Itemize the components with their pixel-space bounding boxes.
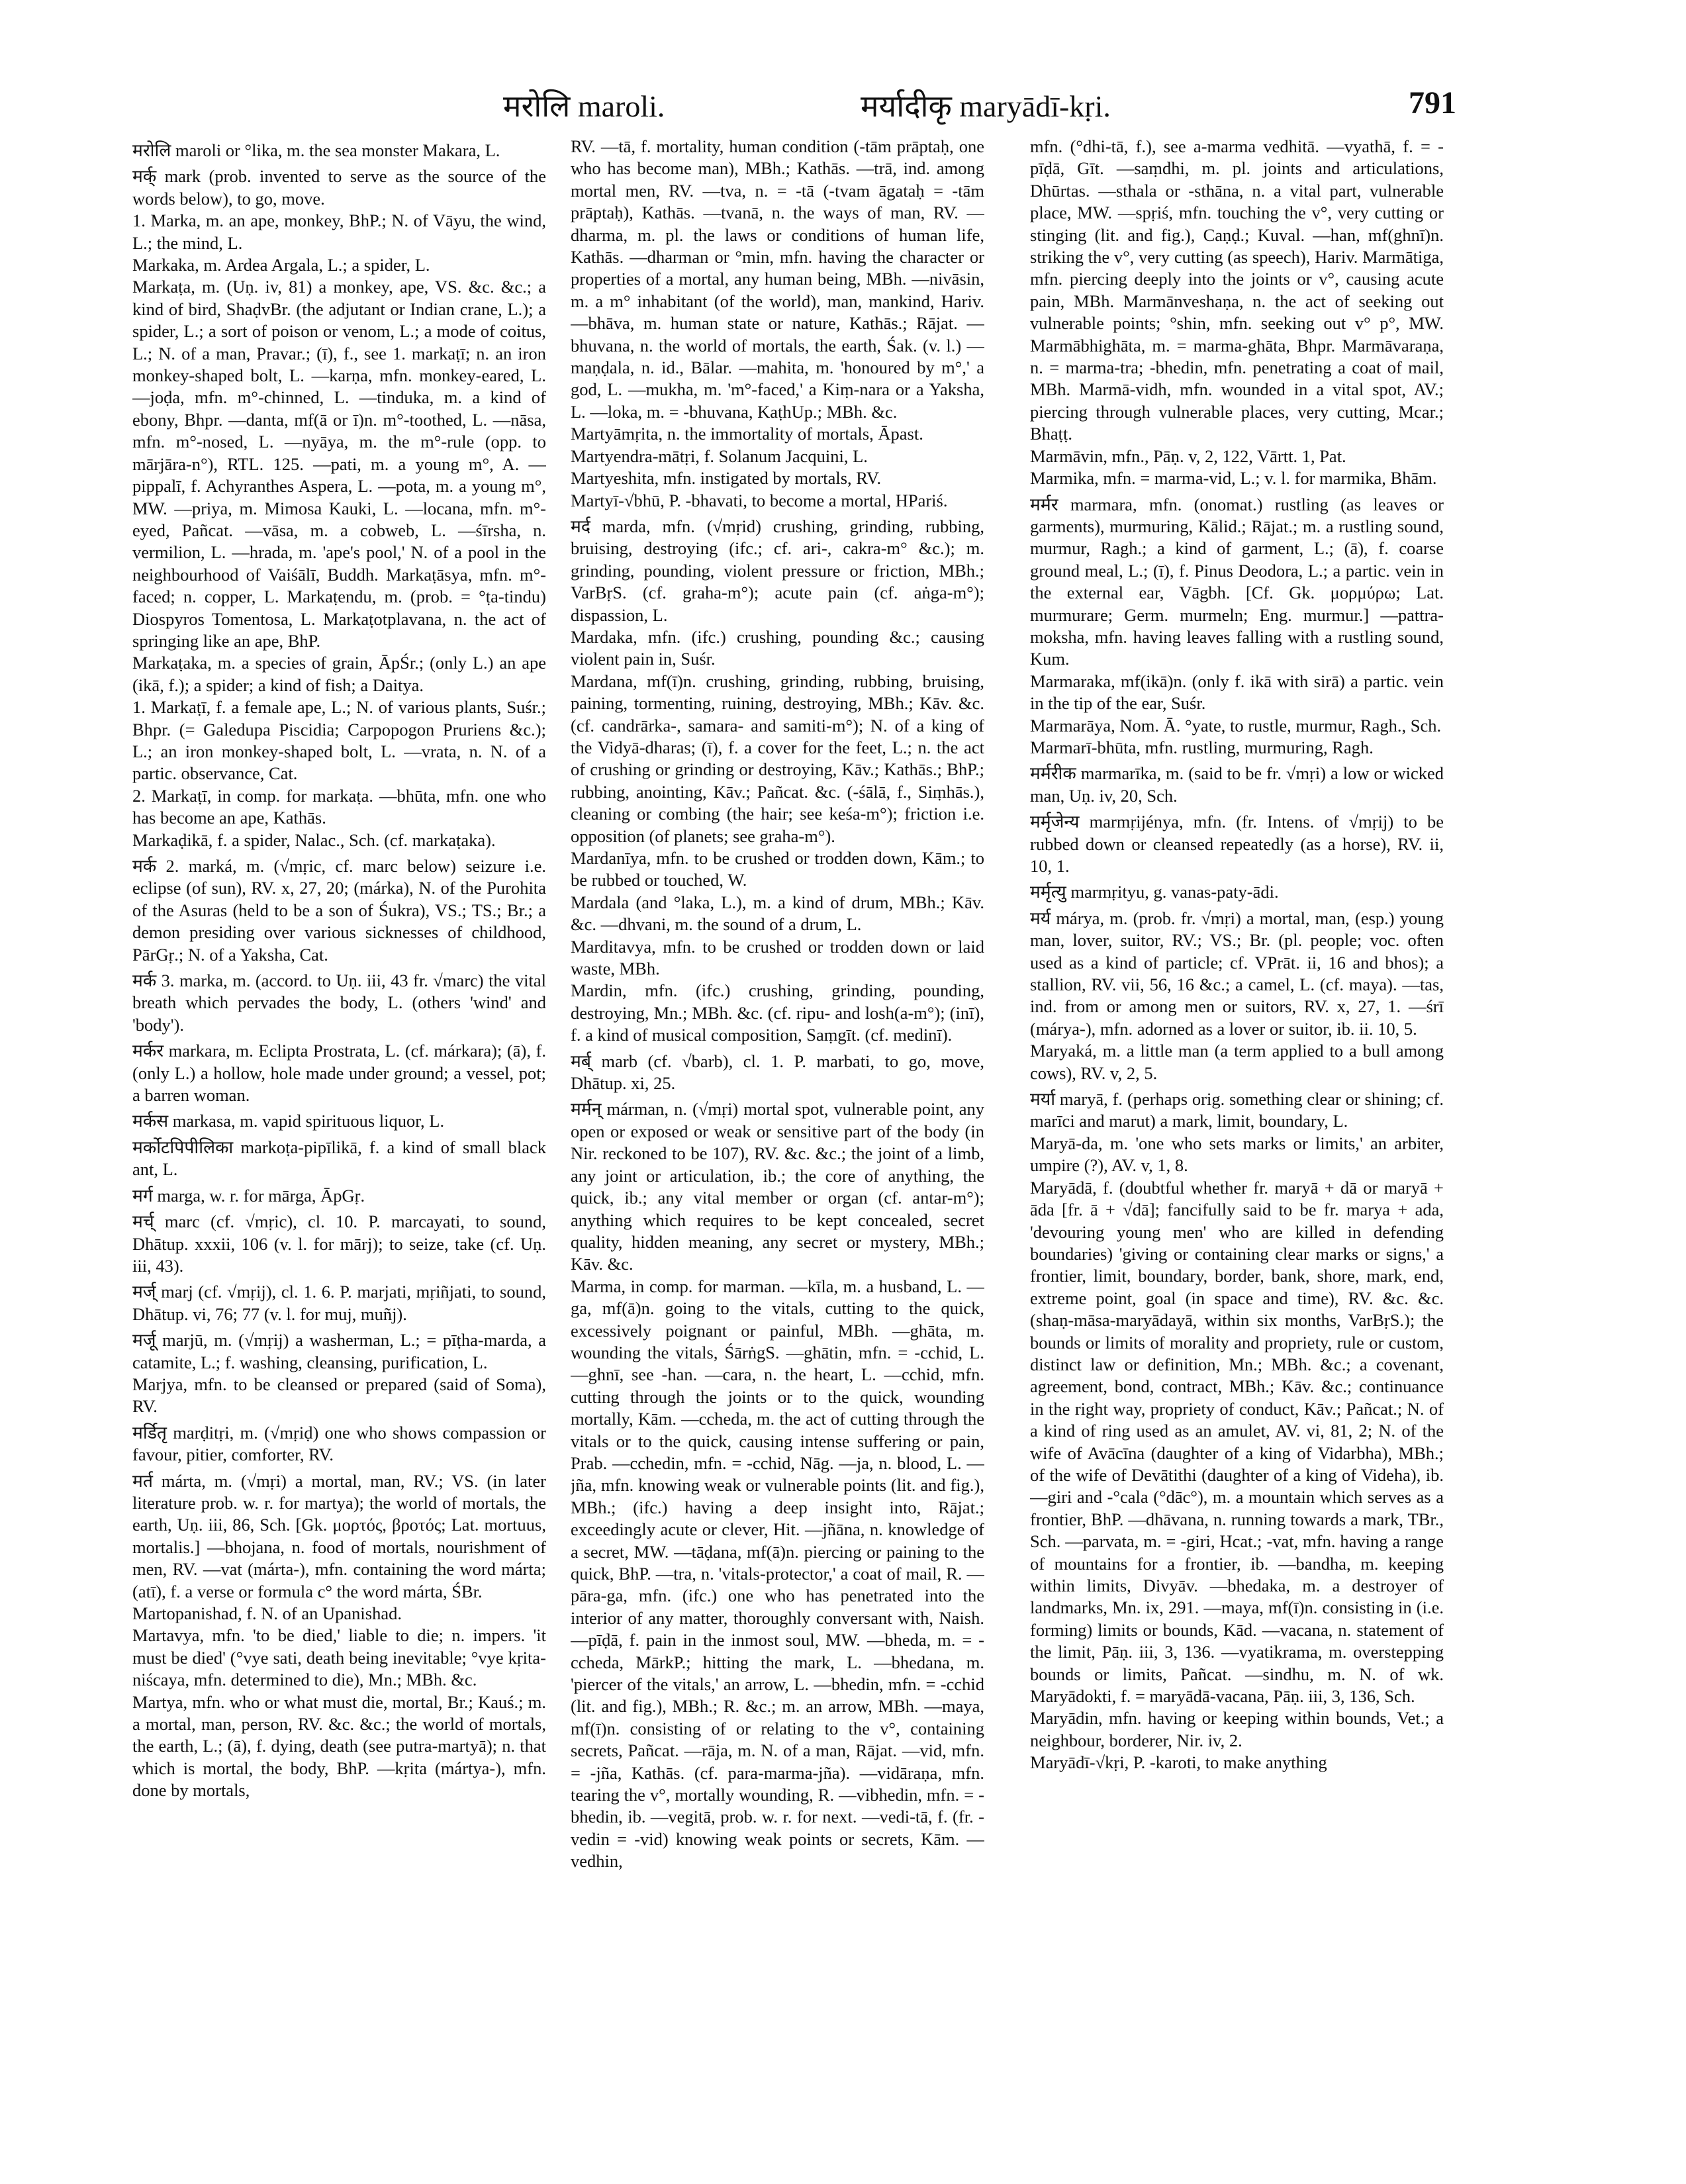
dictionary-entry: मर्मन् márman, n. (√mṛi) mortal spot, vulnerable point, any open or exposed or weak or sensitive part of the body (in Nir. reckoned to be 107), RV. &c. &c.; the joint of a limb, any joint or articulation, ib.; the core of anything, the quick, ib.; any vital member or organ (cf. antar-m°); anything which requires to be kept concealed, secret quality, hidden meaning, any secret or mystery, MBh.; Kāv. &c. [571,1099,984,1274]
dictionary-entry: 1. Markaṭī, f. a female ape, L.; N. of various plants, Suśr.; Bhpr. (= Galedupa Piscidia; Carpopogon Pruriens &c.); L.; an iron monkey-shaped bolt, L. —vrata, n. N. of a partic. observance, Cat. [132,697,546,784]
dictionary-entry: मर्ग marga, w. r. for mārga, ĀpGṛ. [132,1185,365,1206]
dictionary-entry: Marmāvin, mfn., Pāṇ. v, 2, 122, Vārtt. 1, Pat. [1030,446,1346,466]
dictionary-entry: RV. —tā, f. mortality, human condition (-tām prāptaḥ, one who has become man), MBh.; Kathās. —trā, ind. among mortal men, RV. —tva, n. = -tā (-tvam āgataḥ = -tām prāptaḥ), Kathās. —tvanā, n. the ways of man, RV. —dharma, m. pl. the laws or conditions of human life, Kathās. —dharman or °min, mfn. having the character or properties of a mortal, any human being, MBh. —nivāsin, m. a m° inhabitant (of the world), man, mankind, Hariv. —bhāva, m. human state or nature, Kathās.; Rājat. —bhuvana, n. the world of mortals, the earth, Śak. (v. l.) —maṇḍala, n. id., Bālar. —mahita, m. 'honoured by m°,' a god, L. —mukha, m. 'm°-faced,' a Kiṃ-nara or a Yaksha, L. —loka, m. = -bhuvana, KaṭhUp.; MBh. &c. [571,136,984,422]
dictionary-entry: Marjya, mfn. to be cleansed or prepared (said of Soma), RV. [132,1374,546,1417]
right-running-head: मर्यादीकृ maryādī-kṛi. [861,89,1111,123]
dictionary-entry: Maryādī-√kṛi, P. -karoti, to make anything [1030,1752,1327,1773]
dictionary-column-1 [132,136,546,2155]
dictionary-entry: Martavya, mfn. 'to be died,' liable to die; n. impers. 'it must be died' (°vye sati, death being inevitable; °vye kṛita-niścaya, mfn. determined to die), Mn.; MBh. &c. [132,1625,546,1690]
dictionary-entry: Marmika, mfn. = marma-vid, L.; v. l. for marmika, Bhām. [1030,468,1437,489]
dictionary-entry: मर्क 3. marka, m. (accord. to Uṇ. iii, 43 fr. √marc) the vital breath which pervades the body, L. (others 'wind' and 'body'). [132,971,546,1035]
dictionary-entry: Martopanishad, f. N. of an Upanishad. [132,1603,402,1623]
dictionary-entry: Marmarāya, Nom. Ā. °yate, to rustle, murmur, Ragh., Sch. [1030,715,1442,736]
dictionary-entry: मर्कस markasa, m. vapid spirituous liquor, L. [132,1111,445,1131]
dictionary-entry: मर्कोटपिपीलिका markoṭa-pipīlikā, f. a kind of small black ant, L. [132,1137,546,1180]
dictionary-entry: Mardana, mf(ī)n. crushing, grinding, rubbing, bruising, paining, tormenting, ruining, destroying, MBh.; Kāv. &c. (cf. candrārka-, samara- and samiti-m°); N. of a king of the Vidyā-dharas; (ī), f. a cover for the feet, L.; n. the act of crushing or grinding or destroying, Kāv.; Kathās.; BhP.; rubbing, anointing, Kāv.; Pañcat. &c. (-śālā, f., Siṃhās.), cleaning or combing (the hair; see keśa-m°); friction i.e. opposition (of planets; see graha-m°). [571,671,984,846]
dictionary-entry: Martyeshita, mfn. instigated by mortals, RV. [571,468,882,489]
dictionary-entry: Markaṭaka, m. a species of grain, ĀpŚr.; (only L.) an ape (ikā, f.); a spider; a kind of fish; a Daitya. [132,653,546,695]
dictionary-entry: Marditavya, mfn. to be crushed or trodden down or laid waste, MBh. [571,936,984,979]
dictionary-entry: मर्मर marmara, mfn. (onomat.) rustling (as leaves or garments), murmuring, Kālid.; Rājat.; m. a rustling sound, murmur, Ragh.; a kind of garment, L.; (ā), f. coarse ground meal, L.; (ī), f. Pinus Deodora, L.; a partic. vein in the external ear, Vāgbh. [Cf. Gk. μορμύρω; Lat. murmurare; Germ. murmeln; Eng. murmur.] —pattra-moksha, mfn. having leaves falling with a rustling sound, Kum. [1030,494,1444,669]
dictionary-entry: Martyāmṛita, n. the immortality of mortals, Āpast. [571,424,923,444]
dictionary-entry: मर्जू marjū, m. (√mṛij) a washerman, L.; = pīṭha-marda, a catamite, L.; f. washing, cleansing, purification, L. [132,1330,546,1372]
dictionary-column-3 [1030,136,1444,2155]
dictionary-entry: मर्कर markara, m. Eclipta Prostrata, L. (cf. márkara); (ā), f. (only L.) a hollow, hole made under ground; a vessel, pot; a barren woman. [132,1041,546,1106]
dictionary-entry: मर्य márya, m. (prob. fr. √mṛi) a mortal, man, (esp.) young man, lover, suitor, RV.; VS.; Br. (pl. people; voc. often used as a kind of particle; cf. VPrāt. ii, 16 and bhos); a stallion, RV. vii, 56, 16 &c.; a camel, L. (cf. maya). —tas, ind. from or among men or suitors, RV. x, 27, 1. —śrī (márya-), mfn. adorned as a lover or suitor, ib. ii. 10, 5. [1030,908,1444,1039]
dictionary-entry: Martya, mfn. who or what must die, mortal, Br.; Kauś.; m. a mortal, man, person, RV. &c. &c.; the world of mortals, the earth, L.; (ā), f. dying, death (see putra-martyā); n. that which is mortal, the body, BhP. —kṛita (mártya-), mfn. done by mortals, [132,1691,546,1801]
dictionary-entry: Maryādā, f. (doubtful whether fr. maryā + dā or maryā + āda [fr. ā + √dā]; fancifully said to be fr. marya + ada, 'devouring young men' who are killed in defending boundaries) 'giving or containing clear marks or signs,' a frontier, limit, boundary, border, bank, shore, mark, end, extreme point, goal (in space and time), RV. &c. &c. (shaṇ-māsa-maryādayā, within six months, VarBṛS.); the bounds or limits of morality and propriety, rule or custom, distinct law or definition, Mn.; MBh. &c.; a covenant, agreement, bond, contract, MBh.; Kāv. &c.; continuance in the right way, propriety of conduct, Kāv.; Pañcat.; N. of a kind of ring used as an amulet, AV. vi, 81, 2; N. of the wife of Avācīna (daughter of a king of Vidarbha), MBh.; of the wife of Devātithi (daughter of a king of Videha), ib. —giri and -°cala (°dāc°), m. a mountain which serves as a frontier, BhP. —dhāvana, n. running towards a mark, TBr., Sch. —parvata, m. = -giri, Hcat.; -vat, mfn. having a range of mountains for a frontier, ib. —bandha, m. keeping within limits, Divyāv. —bhedaka, m. a destroyer of landmarks, Mn. ix, 291. —maya, mf(ī)n. consisting in (i.e. forming) limits or bounds, Kād. —vacana, n. statement of the limit, Pāṇ. iii, 3, 136. —vyatikrama, m. overstepping bounds or limits, Pañcat. —sindhu, m. N. of wk. Maryādokti, f. = maryādā-vacana, Pāṇ. iii, 3, 136, Sch. [1030,1177,1444,1707]
dictionary-entry: मर्मृत्यु marmṛityu, g. vanas-paty-ādi. [1030,882,1279,902]
dictionary-entry: मर्च् marc (cf. √mṛic), cl. 10. P. marcayati, to sound, Dhātup. xxxii, 106 (v. l. for mārj); to seize, take (cf. Uṇ. iii, 43). [132,1211,546,1276]
dictionary-entry: मर्मरीक marmarīka, m. (said to be fr. √mṛi) a low or wicked man, Uṇ. iv, 20, Sch. [1030,763,1444,806]
dictionary-entry: Markaṭa, m. (Uṇ. iv, 81) a monkey, ape, VS. &c. &c.; a kind of bird, ShaḍvBr. (the adjutant or Indian crane, L.); a spider, L.; a sort of poison or venom, L.; a mode of coitus, L.; N. of a man, Pravar.; (ī), f., see 1. markaṭī; n. an iron monkey-shaped bolt, L. —karṇa, mfn. monkey-eared, L. —joḍa, mfn. m°-chinned, L. —tinduka, m. a kind of ebony, Bhpr. —danta, mf(ā or ī)n. m°-toothed, L. —nāsa, mfn. m°-nosed, L. —nyāya, m. the m°-rule (opp. to mārjāra-n°), RTL. 125. —pati, m. a young m°, A. —pippalī, f. Achyranthes Aspera, L. —pota, m. a young m°, MW. —priya, m. Mimosa Kauki, L. —locana, mfn. m°-eyed, Pañcat. —vāsa, m. a cobweb, L. —śīrsha, n. vermilion, L. —hrada, m. 'ape's pool,' N. of a pool in the neighbourhood of Vaiśālī, Buddh. Markaṭāsya, mfn. m°-faced; n. copper, L. Markaṭendu, m. (prob. = °ṭa-tindu) Diospyros Tomentosa, L. Markaṭotplavana, n. the act of springing like an ape, BhP. [132,277,546,651]
dictionary-entry: Markaka, m. Ardea Argala, L.; a spider, L. [132,255,430,275]
page-header [132,85,1456,138]
dictionary-entry: मर्ब् marb (cf. √barb), cl. 1. P. marbati, to go, move, Dhātup. xi, 25. [571,1051,984,1094]
dictionary-entry: 1. Marka, m. an ape, monkey, BhP.; N. of Vāyu, the wind, L.; the mind, L. [132,211,546,253]
dictionary-entry: मर्या maryā, f. (perhaps orig. something clear or shining; cf. marīci and marut) a mark, limit, boundary, L. [1030,1089,1444,1131]
dictionary-entry: Marmaraka, mf(ikā)n. (only f. ikā with sirā) a partic. vein in the tip of the ear, Suśr. [1030,671,1444,714]
dictionary-column-2 [571,136,984,2155]
dictionary-entry: Martyendra-mātṛi, f. Solanum Jacquini, L. [571,446,868,466]
page-number: 791 [1409,85,1456,120]
dictionary-entry: Maryā-da, m. 'one who sets marks or limits,' an arbiter, umpire (?), AV. v, 1, 8. [1030,1133,1444,1176]
dictionary-entry: मरोलि maroli or °lika, m. the sea monster Makara, L. [132,140,500,160]
dictionary-entry: mfn. (°dhi-tā, f.), see a-marma vedhitā. —vyathā, f. = -pīḍā, Gīt. —saṃdhi, m. pl. joints and articulations, Dhūrtas. —sthala or -sthāna, n. a vital part, vulnerable place, MW. —spṛiś, mfn. touching the v°, very cutting or stinging (lit. and fig.), Caṇḍ.; Kuval. —han, mf(ghnī)n. striking the v°, very cutting (as speech), Hariv. Marmātiga, mfn. piercing deeply into the joints or v°, causing acute pain, MBh. Marmānveshaṇa, n. the act of seeking out vulnerable points; °shin, mfn. seeking out v° p°, MW. Marmābhighāta, m. = marma-ghāta, Bhpr. Marmāvaraṇa, n. = marma-tra; -bhedin, mfn. penetrating a coat of mail, MBh. Marmā-vidh, mfn. wounded in a vital spot, AV.; piercing through vulnerable places, very cutting, Mcar.; Bhaṭṭ. [1030,136,1444,444]
dictionary-entry: मर्डितृ marḍitṛi, m. (√mṛiḍ) one who shows compassion or favour, pitier, comforter, RV. [132,1422,546,1465]
dictionary-entry: मर्क 2. marká, m. (√mṛic, cf. marc below) seizure i.e. eclipse (of sun), RV. x, 27, 20; (márka), N. of the Purohita of the Asuras (held to be a son of Śukra), VS.; TS.; Br.; a demon presiding over various sicknesses of childhood, PārGṛ.; N. of a Yaksha, Cat. [132,856,546,965]
dictionary-entry: मर्क् mark (prob. invented to serve as the source of the words below), to go, move. [132,166,546,209]
dictionary-entry: मर्त márta, m. (√mṛi) a mortal, man, RV.; VS. (in later literature prob. w. r. for martya); the world of mortals, the earth, Uṇ. iii, 86, Sch. [Gk. μορτός, βροτός; Lat. mortuus, mortalis.] —bhojana, n. food of mortals, nourishment of men, RV. —vat (márta-), mfn. containing the word márta; (atī), f. a verse or formula c° the word márta, ŚBr. [132,1470,546,1601]
dictionary-entry: मर्मृजेन्य marmṛijénya, mfn. (fr. Intens. of √mṛij) to be rubbed down or cleansed repeatedly (as a horse), RV. ii, 10, 1. [1030,812,1444,876]
dictionary-entry: Mardala (and °laka, L.), m. a kind of drum, MBh.; Kāv. &c. —dhvani, m. the sound of a drum, L. [571,892,984,935]
dictionary-entry: Maryaká, m. a little man (a term applied to a bull among cows), RV. v, 2, 5. [1030,1041,1444,1083]
dictionary-entry: Maryādin, mfn. having or keeping within bounds, Vet.; a neighbour, borderer, Nir. iv, 2. [1030,1708,1444,1750]
dictionary-entry: Mardanīya, mfn. to be crushed or trodden down, Kām.; to be rubbed or touched, W. [571,848,984,890]
dictionary-entry: Martyī-√bhū, P. -bhavati, to become a mortal, HPariś. [571,490,948,510]
dictionary-entry: Mardaka, mfn. (ifc.) crushing, pounding &c.; causing violent pain in, Suśr. [571,626,984,669]
dictionary-entry: 2. Markaṭī, in comp. for markaṭa. —bhūta, mfn. one who has become an ape, Kathās. [132,785,546,828]
left-running-head: मरोलि maroli. [503,89,665,123]
dictionary-entry: मर्ज् marj (cf. √mṛij), cl. 1. 6. P. marjati, mṛiñjati, to sound, Dhātup. vi, 76; 77 (v. l. for muj, muñj). [132,1282,546,1324]
dictionary-entry: Markaḍikā, f. a spider, Nalac., Sch. (cf. markaṭaka). [132,830,496,850]
dictionary-entry: Mardin, mfn. (ifc.) crushing, grinding, pounding, destroying, Mn.; MBh. &c. (cf. ripu- and losh(a-m°); (inī), f. a kind of musical composition, Saṃgīt. (cf. medinī). [571,980,984,1045]
dictionary-entry: मर्द marda, mfn. (√mṛid) crushing, grinding, rubbing, bruising, destroying (ifc.; cf. ari-, cakra-m° &c.); m. grinding, pounding, violent pressure or friction, MBh.; VarBṛS. (cf. graha-m°); acute pain (cf. aṅga-m°); dispassion, L. [571,516,984,625]
dictionary-entry: Marmarī-bhūta, mfn. rustling, murmuring, Ragh. [1030,737,1374,757]
dictionary-entry: Marma, in comp. for marman. —kīla, m. a husband, L. —ga, mf(ā)n. going to the vitals, cutting to the quick, excessively poignant or painful, MBh. —ghāta, m. wounding the vitals, ŚārṅgS. —ghātin, mfn. = -cchid, L. —ghnī, see -han. —cara, n. the heart, L. —cchid, mfn. cutting through the joints or to the quick, wounding mortally, Kām. —ccheda, m. the act of cutting through the vitals or to the quick, causing intense suffering or pain, Prab. —cchedin, mfn. = -cchid, Nāg. —ja, n. blood, L. —jña, mfn. knowing weak or vulnerable points (lit. and fig.), MBh.; (ifc.) having a deep insight into, Rājat.; exceedingly acute or clever, Hit. —jñāna, n. knowledge of a secret, MW. —tāḍana, mf(ā)n. piercing or paining to the quick, BhP. —tra, n. 'vitals-protector,' a coat of mail, R. —pāra-ga, mfn. (ifc.) one who has penetrated into the interior of any matter, thoroughly conversant with, Naish. —pīḍā, f. pain in the inmost soul, MW. —bheda, m. = -ccheda, MārkP.; hitting the mark, L. —bhedana, m. 'piercer of the vitals,' an arrow, L. —bhedin, mfn. = -cchid (lit. and fig.), MBh.; R. &c.; m. an arrow, MBh. —maya, mf(ī)n. consisting of or relating to the v°, containing secrets, Pañcat. —rāja, m. N. of a man, Rājat. —vid, mfn. = -jña, Kathās. (cf. para-marma-jña). —vidāraṇa, mfn. tearing the v°, mortally wounding, R. —vibhedin, mfn. = -bhedin, ib. —vegitā, prob. w. r. for next. —vedi-tā, f. (fr. -vedin = -vid) knowing weak points or secrets, Kām. —vedhin, [571,1276,984,1872]
